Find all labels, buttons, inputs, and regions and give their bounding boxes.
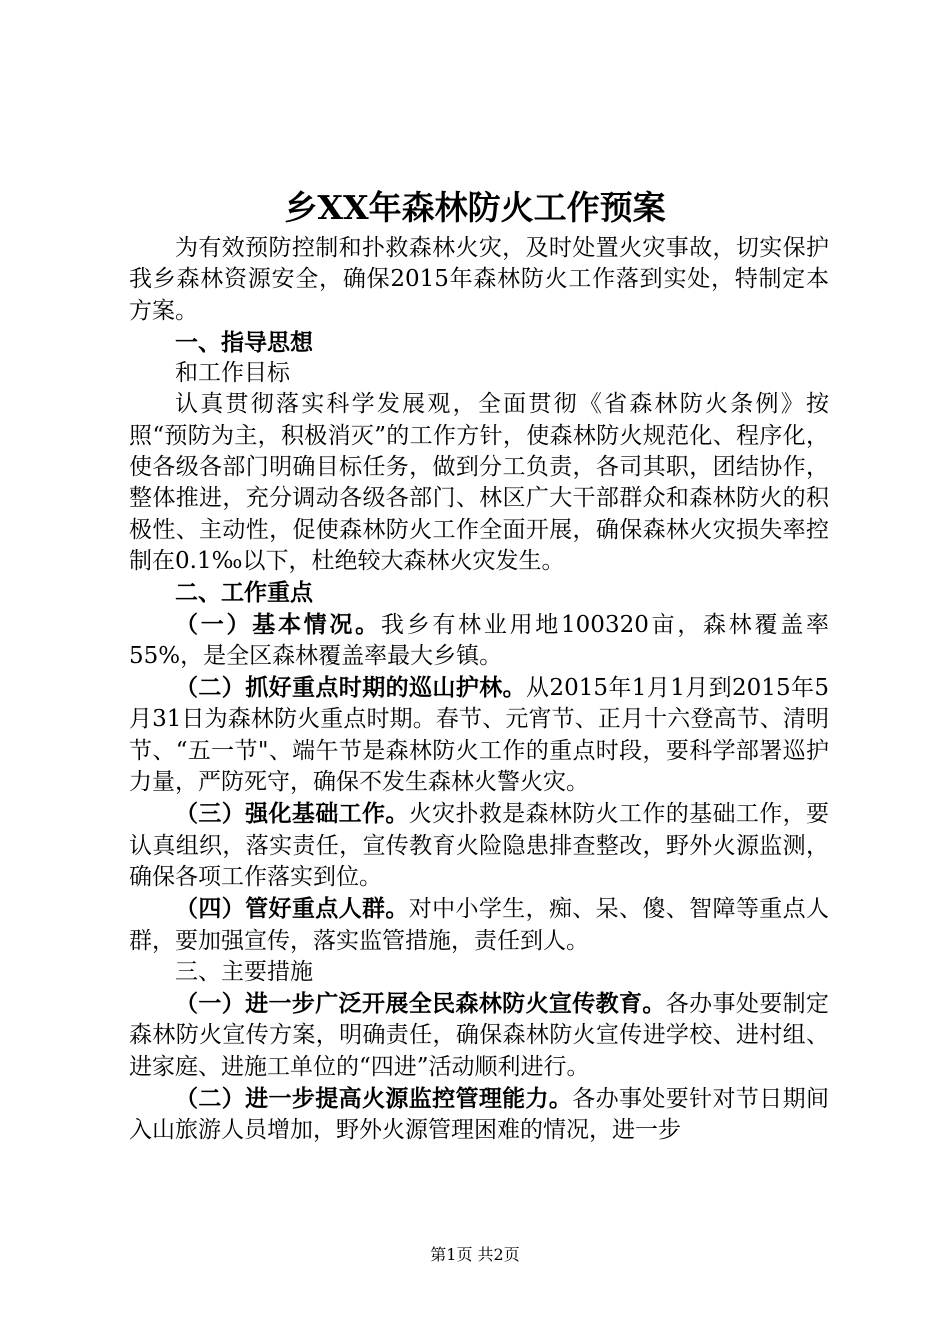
section-heading-guiding: 一、指导思想 <box>175 328 313 356</box>
list-item <box>129 893 829 957</box>
list-item <box>129 988 829 1083</box>
item-label: （二）进一步提高火源监控管理能力。 <box>175 1085 573 1113</box>
item-label: （一）进一步广泛开展全民森林防火宣传教育。 <box>175 990 666 1018</box>
list-item <box>129 609 829 673</box>
item-label: （一）基本情况。 <box>175 610 381 638</box>
intro-paragraph: 为有效预防控制和扑救森林火灾，及时处置火灾事故，切实保护我乡森林资源安全，确保2015年森林防火工作落到实处，特制定本方案。 <box>129 235 829 324</box>
item-text: 火灾扑救是森林防火工作的基础工作，要认真组织，落实责任，宣传教育火险隐患排查整改，野外火源监测，确保各项工作落实到位。 <box>129 801 830 890</box>
item-label: （二）抓好重点时期的巡山护林。 <box>175 674 527 702</box>
section-heading-measures: 三、主要措施 <box>175 958 313 985</box>
section-heading-continuation: 和工作目标 <box>175 360 290 387</box>
document-body <box>129 233 829 1147</box>
document-title: 乡XX年森林防火工作预案 <box>284 188 666 227</box>
list-item <box>129 798 829 893</box>
item-text: 我乡有林业用地100320亩，森林覆盖率55%，是全区森林覆盖率最大乡镇。 <box>129 611 829 669</box>
item-text: 对中小学生，痴、呆、傻、智障等重点人群，要加强宣传，落实监管措施，责任到人。 <box>129 896 830 954</box>
item-label: （三）强化基础工作。 <box>175 800 409 828</box>
page-footer: 第1页 共2页 <box>430 1245 520 1264</box>
list-item <box>129 672 829 798</box>
list-item <box>129 1083 829 1147</box>
item-text: 从2015年1月1月到2015年5月31日为森林防火重点时期。春节、元宵节、正月十六登高节、清明节、“五一节"、端午节是森林防火工作的重点时段，要科学部署巡护力量，严防死守，确保不发生森林火警火灾。 <box>129 675 830 796</box>
item-label: （四）管好重点人群。 <box>175 895 409 923</box>
item-text: 各办事处要针对节日期间入山旅游人员增加，野外火源管理困难的情况，进一步 <box>129 1086 830 1144</box>
guiding-paragraph: 认真贯彻落实科学发展观，全面贯彻《省森林防火条例》按照“预防为主，积极消灭”的工作方针，使森林防火规范化、程序化，使各级各部门明确目标任务，做到分工负责，各司其职，团结协作，整体推进，充分调动各级各部门、林区广大干部群众和森林防火的积极性、主动性，促使森林防火工作全面开展，确保森林火灾损失率控制在0.1‰以下，杜绝较大森林火灾发生。 <box>129 391 829 574</box>
item-text: 各办事处要制定森林防火宣传方案，明确责任，确保森林防火宣传进学校、进村组、进家庭、进施工单位的“四进”活动顺利进行。 <box>129 991 830 1080</box>
section-heading-focus: 二、工作重点 <box>175 579 313 607</box>
